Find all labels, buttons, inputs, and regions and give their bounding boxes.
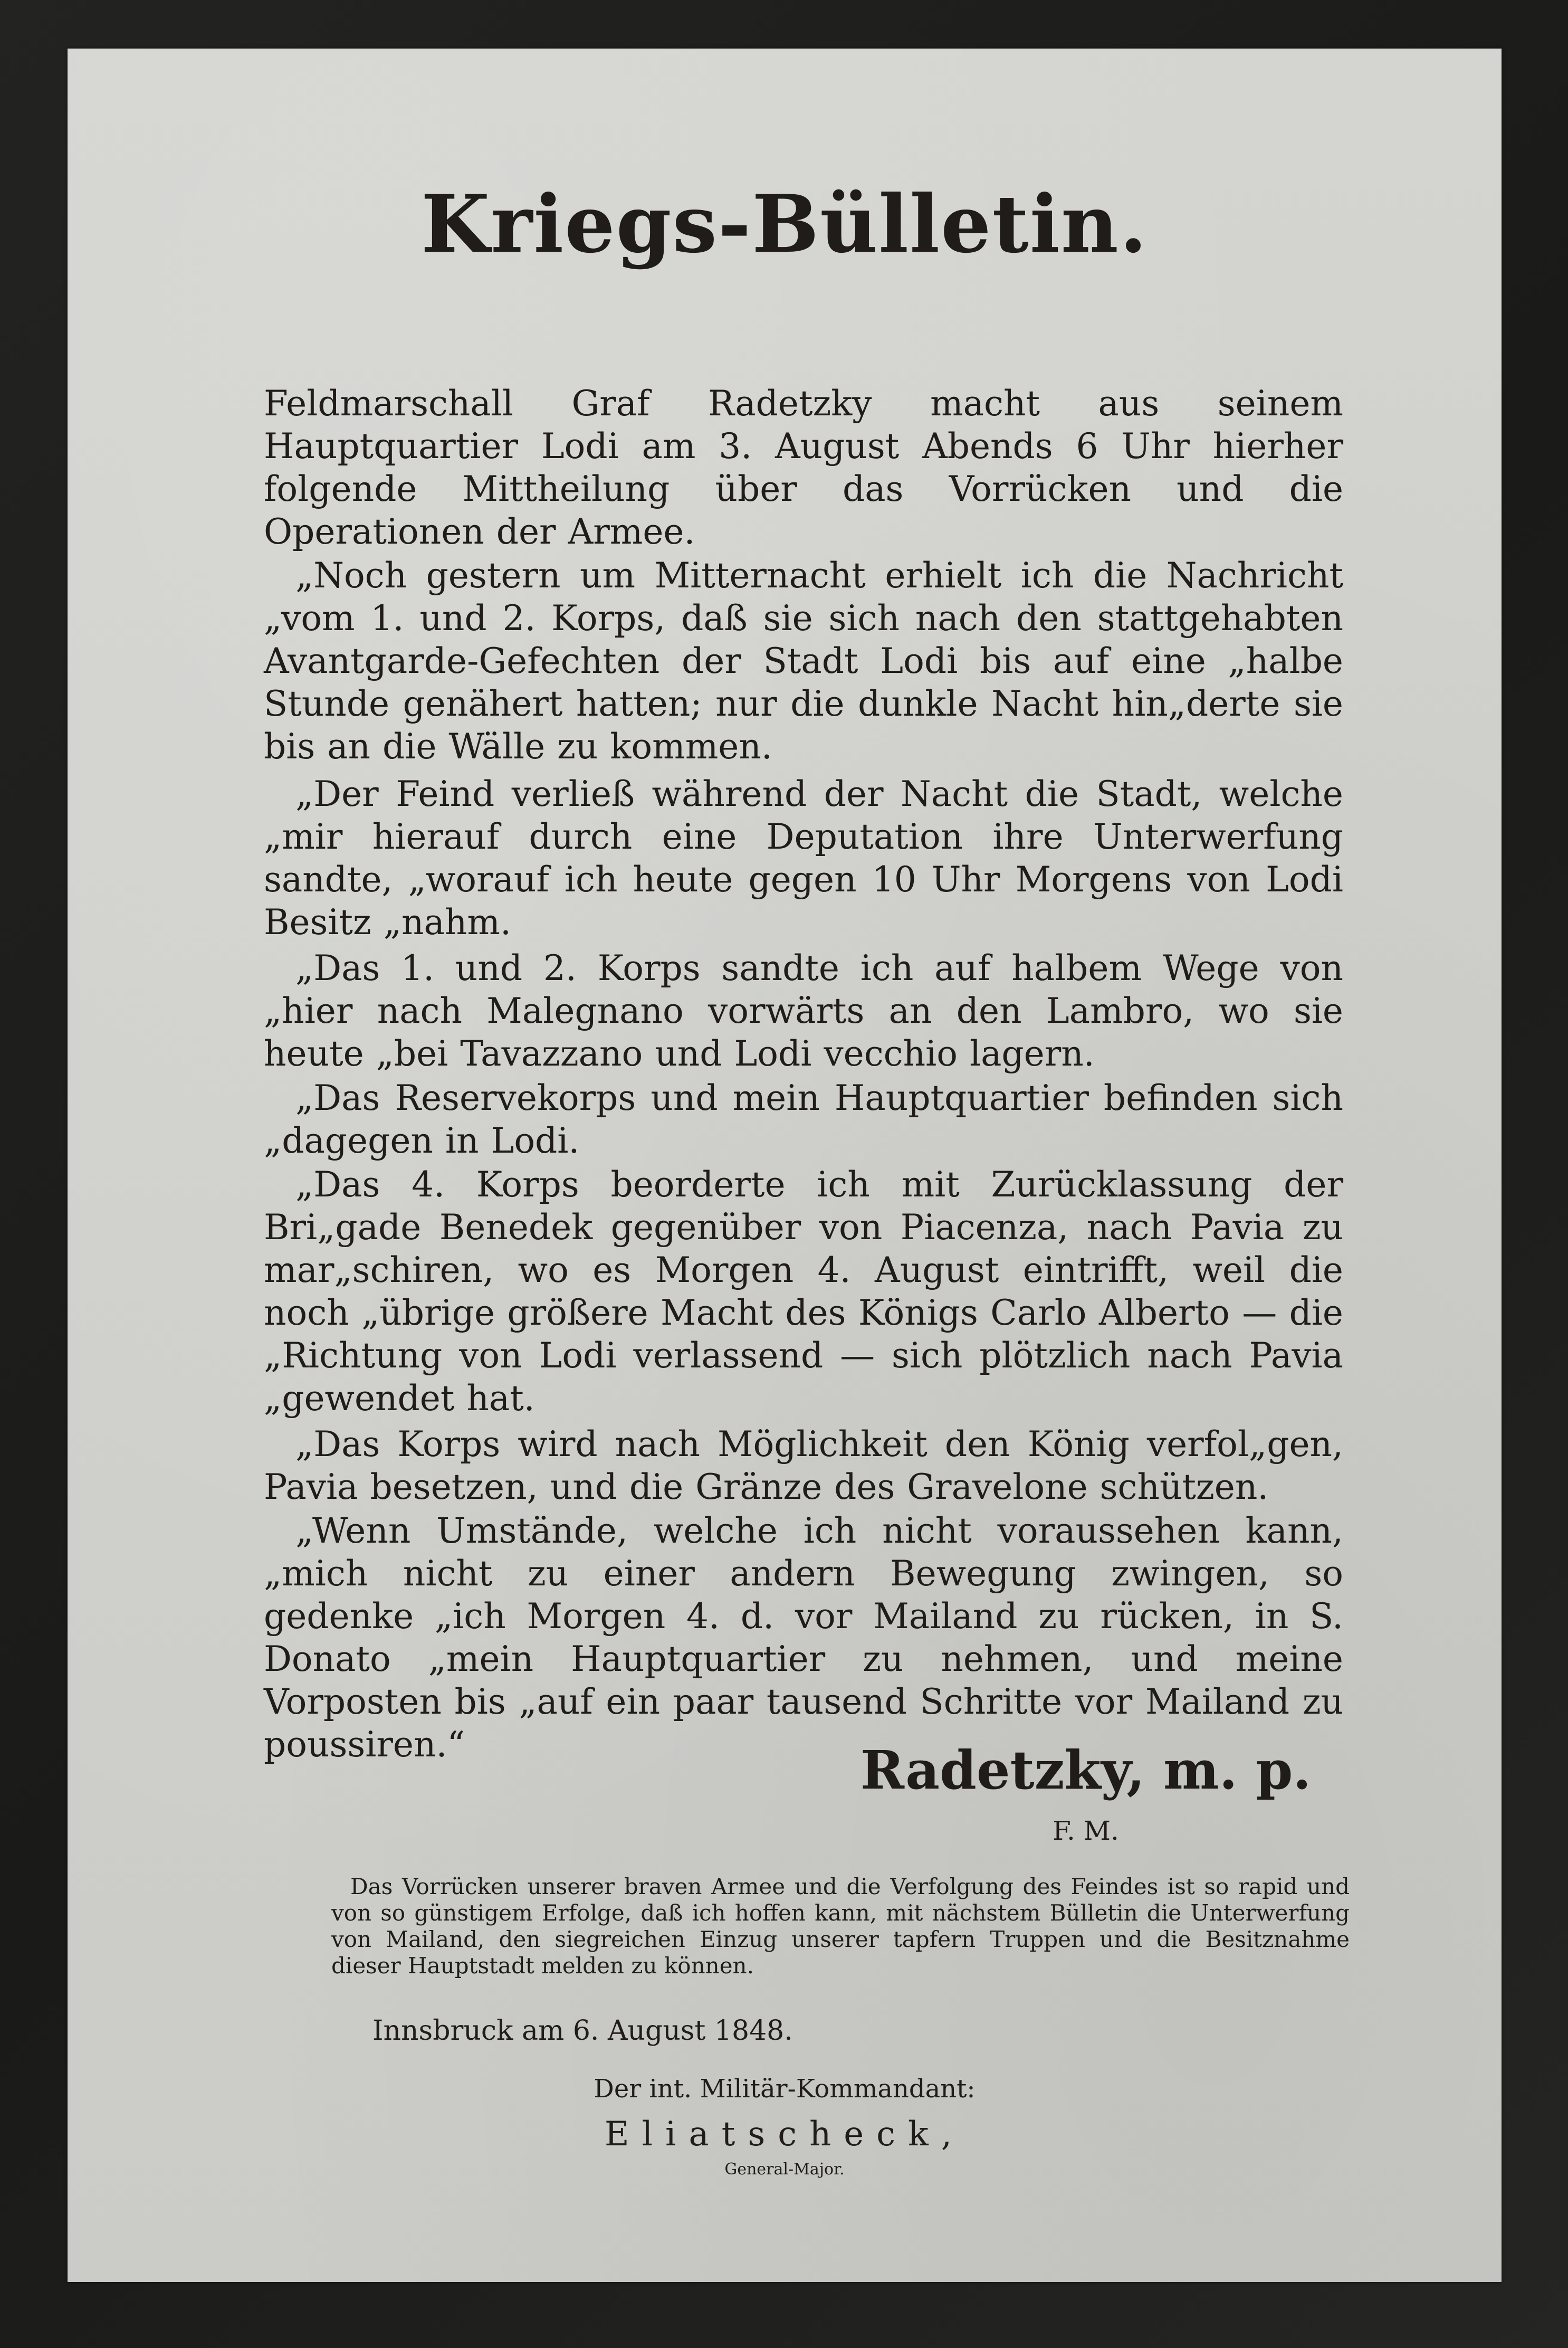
commander-title: Der int. Militär-Kommandant:: [594, 2074, 976, 2104]
paragraph-corps-4: „Das 4. Korps beorderte ich mit Zurücklassung der Bri„gade Benedek gegenüber von Piacenza, nach Pavia zu mar„schiren, wo es Morgen 4. August eintrifft, weil die noch „übrige größere Macht des Königs Carlo Alberto — die „Richtung von Lodi verlassend — sich plötzlich nach Pavia „gewendet hat.: [264, 1164, 1343, 1419]
paragraph-pursuit: „Das Korps wird nach Möglichkeit den König verfol„gen, Pavia besetzen, und die Gränze des Gravelone schützen.: [264, 1424, 1343, 1507]
paragraph-reserve-corps: „Das Reservekorps und mein Hauptquartier befinden sich „dagegen in Lodi.: [264, 1078, 1343, 1161]
dateline: Innsbruck am 6. August 1848.: [372, 2015, 793, 2047]
printed-poster-sheet: [68, 49, 1502, 2282]
paragraph-night-report: „Noch gestern um Mitternacht erhielt ich die Nachricht „vom 1. und 2. Korps, daß sie sich nach den stattgehabten Avantgarde-Gefechten der Stadt Lodi bis auf eine „halbe Stunde genähert hatten; nur die dunkle Nacht hin„derte sie bis an die Wälle zu kommen.: [264, 555, 1343, 767]
signature-rank: F. M.: [1053, 1815, 1119, 1846]
paragraph-enemy-retreat: „Der Feind verließ während der Nacht die Stadt, welche „mir hierauf durch eine Deputation ihre Unterwerfung sandte, „worauf ich heute gegen 10 Uhr Morgens von Lodi Besitz „nahm.: [264, 774, 1343, 943]
paragraph-corps-1-2: „Das 1. und 2. Korps sandte ich auf halbem Wege von „hier nach Malegnano vorwärts an den Lambro, wo sie heute „bei Tavazzano und Lodi vecchio lagern.: [264, 948, 1343, 1074]
commander-name: Eliatscheck,: [604, 2115, 965, 2154]
paragraph-intro: Feldmarschall Graf Radetzky macht aus seinem Hauptquartier Lodi am 3. August Abends 6 Uhr hierher folgende Mittheilung über das Vorrücken und die Operationen der Armee.: [264, 383, 1343, 552]
paragraph-advance-milan: „Wenn Umstände, welche ich nicht voraussehen kann, „mich nicht zu einer andern Bewegung zwingen, so gedenke „ich Morgen 4. d. vor Mailand zu rücken, in S. Donato „mein Hauptquartier zu nehmen, und meine Vorposten bis „auf ein paar tausend Schritte vor Mailand zu poussiren.“: [264, 1510, 1343, 1765]
signature-radetzky: Radetzky, m. p.: [860, 1739, 1312, 1801]
commander-rank: General-Major.: [724, 2160, 845, 2179]
closing-note: Das Vorrücken unserer braven Armee und die Verfolgung des Feindes ist so rapid und von so günstigem Erfolge, daß ich hoffen kann, mit nächstem Bülletin die Unterwerfung von Mailand, den siegreichen Einzug unserer tapfern Truppen und die Besitznahme dieser Hauptstadt melden zu können.: [331, 1874, 1350, 1979]
poster-title: Kriegs-Bülletin.: [420, 178, 1149, 271]
